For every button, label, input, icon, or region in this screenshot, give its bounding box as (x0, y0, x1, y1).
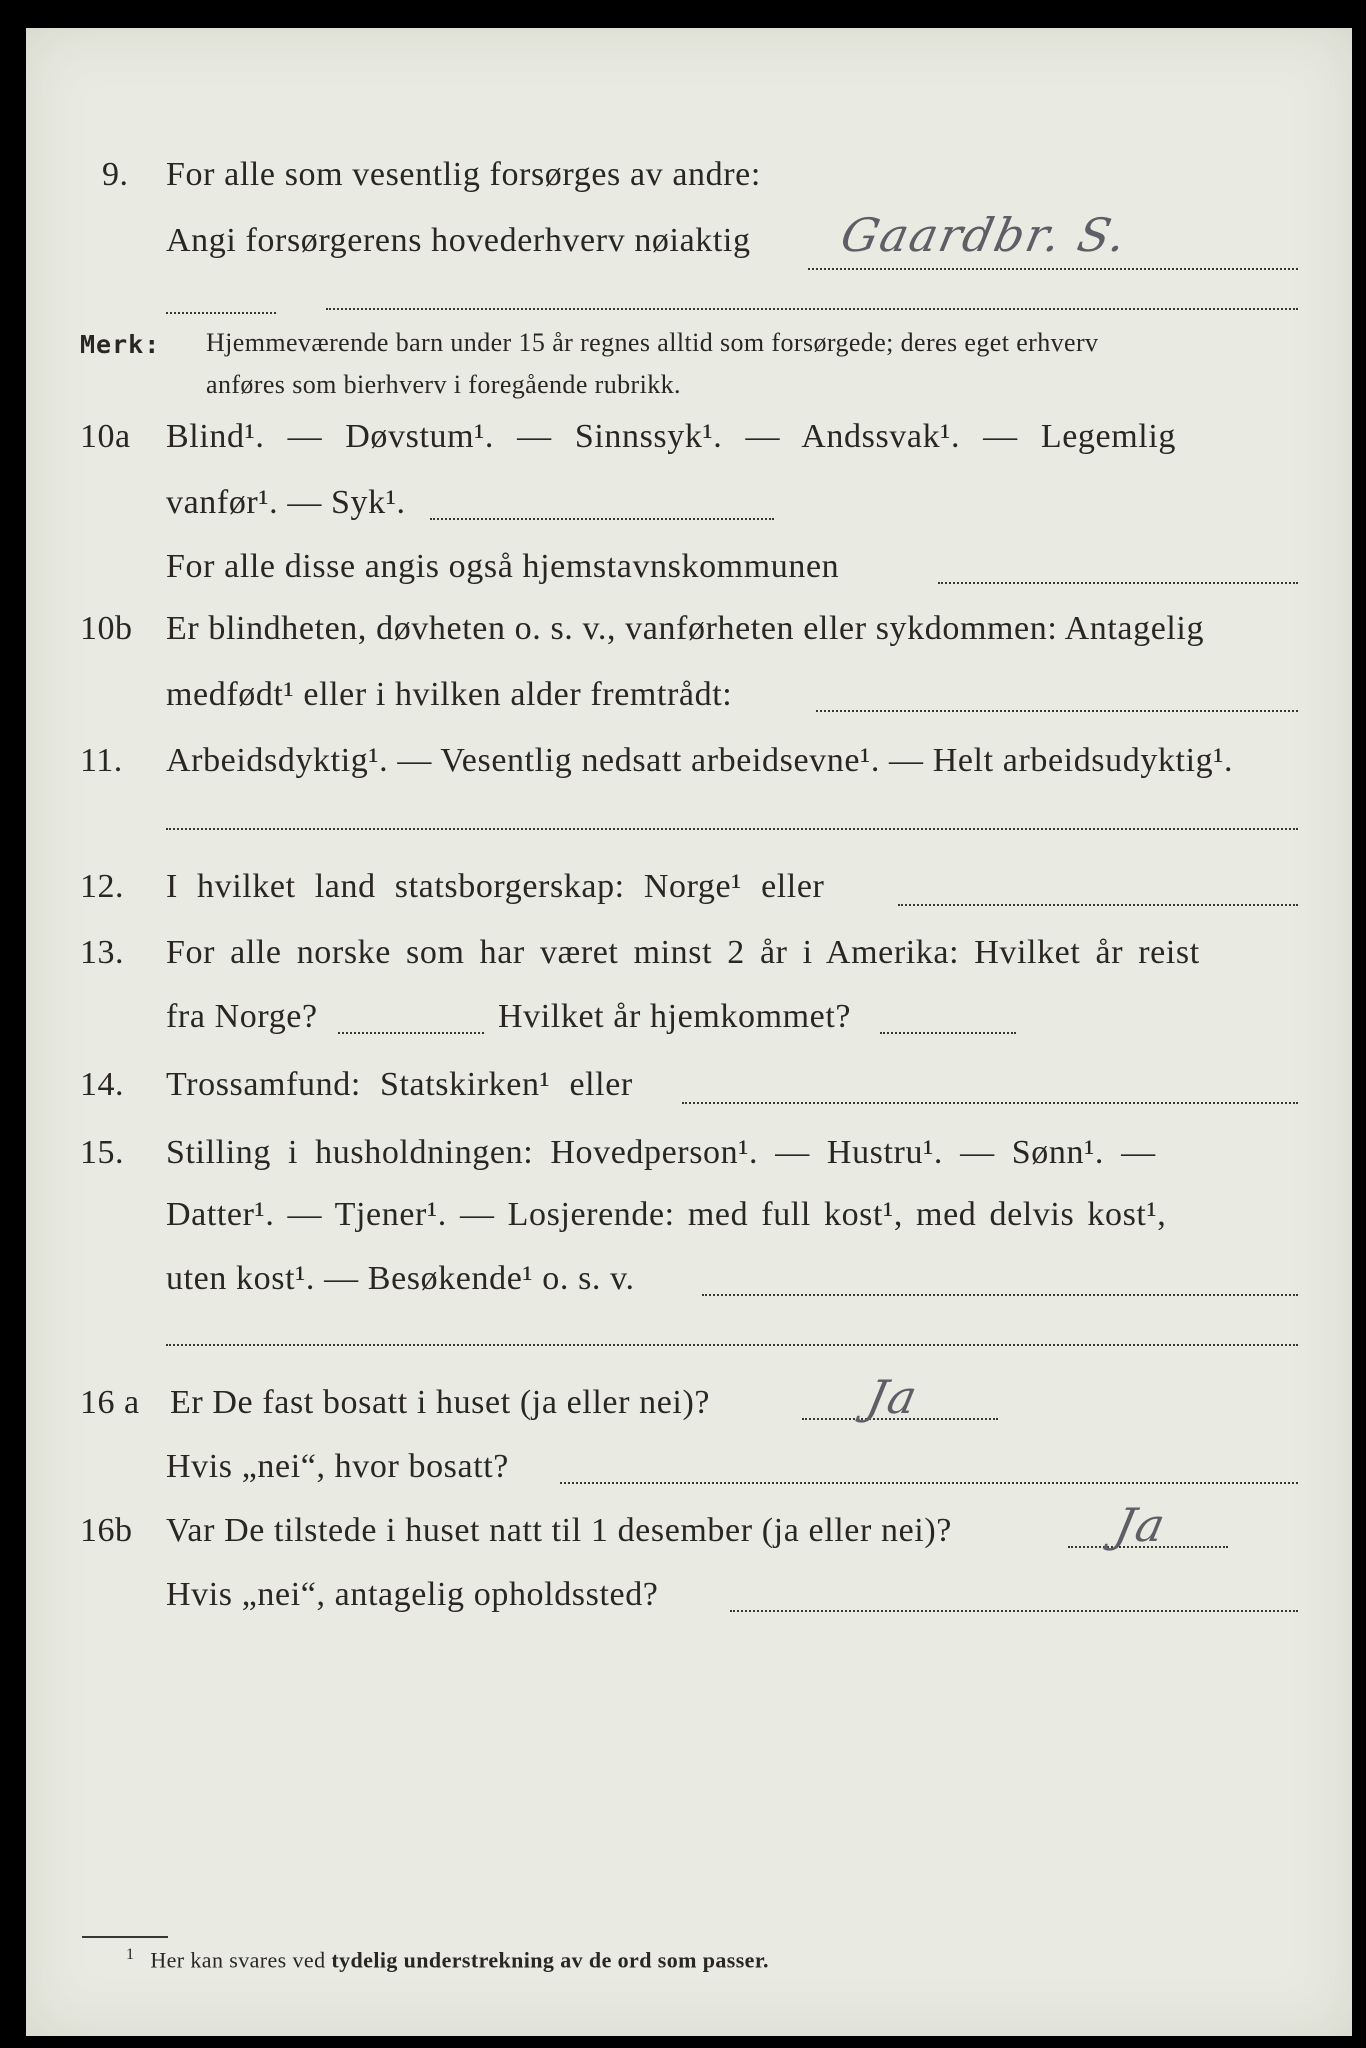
answer-line (560, 1482, 1298, 1484)
question-number: 10a (80, 418, 131, 455)
note-label: Merk: (80, 330, 161, 359)
footnote (126, 1946, 769, 1973)
answer-line (898, 904, 1298, 906)
question-number: 15. (80, 1134, 124, 1171)
question-text: Hvis „nei“, hvor bosatt? (166, 1448, 509, 1485)
note-text: Hjemmeværende barn under 15 år regnes alltid som forsørgede; deres eget erhverv (206, 328, 1099, 357)
question-text: Datter¹. — Tjener¹. — Losjerende: med full kost¹, med delvis kost¹, (166, 1196, 1167, 1233)
question-text: Hvilket år hjemkommet? (498, 998, 852, 1035)
question-text: For alle disse angis også hjemstavnskommunen (166, 548, 840, 585)
answer-line (430, 518, 774, 520)
question-text: I hvilket land statsborgerskap: Norge¹ eller (166, 868, 825, 905)
question-text: Arbeidsdyktig¹. — Vesentlig nedsatt arbeidsevne¹. — Helt arbeidsudyktig¹. (166, 742, 1234, 779)
question-text: vanfør¹. — Syk¹. (166, 484, 406, 521)
question-text: Trossamfund: Statskirken¹ eller (166, 1066, 633, 1103)
question-text: Hvis „nei“, antagelig opholdssted? (166, 1576, 659, 1613)
answer-line (166, 828, 1298, 830)
question-text: medfødt¹ eller i hvilken alder fremtrådt: (166, 676, 733, 713)
census-form-page (26, 28, 1352, 2036)
answer-line (326, 308, 1298, 310)
question-text: Angi forsørgerens hovederhverv nøiaktig (166, 222, 751, 259)
question-number: 13. (80, 934, 124, 971)
question-text: For alle norske som har været minst 2 år i Amerika: Hvilket år reist (166, 934, 1200, 971)
question-number: 11. (80, 742, 123, 779)
answer-line (166, 1344, 1298, 1346)
answer-line (816, 710, 1298, 712)
question-number: 9. (102, 156, 129, 193)
question-text: uten kost¹. — Besøkende¹ o. s. v. (166, 1260, 635, 1297)
question-number: 16b (80, 1512, 133, 1549)
question-number: 12. (80, 868, 124, 905)
answer-line (730, 1610, 1298, 1612)
question-text: For alle som vesentlig forsørges av andre: (166, 156, 761, 193)
handwritten-answer: Gaardbr. S. (836, 208, 1133, 262)
answer-line (938, 582, 1298, 584)
footnote-text: Her kan svares ved (150, 1947, 326, 1973)
answer-line (880, 1032, 1016, 1034)
question-text: Blind¹. — Døvstum¹. — Sinnssyk¹. — Andssvak¹. — Legemlig (166, 418, 1176, 455)
question-text: Var De tilstede i huset natt til 1 desember (ja eller nei)? (166, 1512, 952, 1549)
question-number: 16 a (80, 1384, 140, 1421)
footnote-text-emphasis: tydelig understrekning av de ord som passer. (331, 1947, 769, 1973)
question-number: 14. (80, 1066, 124, 1103)
question-number: 10b (80, 610, 133, 647)
question-text: Stilling i husholdningen: Hovedperson¹. — Hustru¹. — Sønn¹. — (166, 1134, 1156, 1171)
answer-line (166, 312, 276, 314)
answer-line (682, 1102, 1298, 1104)
handwritten-answer: Ja (1110, 1498, 1172, 1552)
note-text: anføres som bierhverv i foregående rubrikk. (206, 370, 681, 399)
footnote-mark: 1 (126, 1946, 135, 1963)
question-text: Er De fast bosatt i huset (ja eller nei)? (170, 1384, 711, 1421)
answer-line (702, 1294, 1298, 1296)
question-text: fra Norge? (166, 998, 318, 1035)
question-text: Er blindheten, døvheten o. s. v., vanførheten eller sykdommen: Antagelig (166, 610, 1205, 647)
answer-line (338, 1032, 484, 1034)
footnote-rule (82, 1936, 168, 1938)
handwritten-answer: Ja (862, 1370, 924, 1424)
answer-line (808, 268, 1298, 270)
